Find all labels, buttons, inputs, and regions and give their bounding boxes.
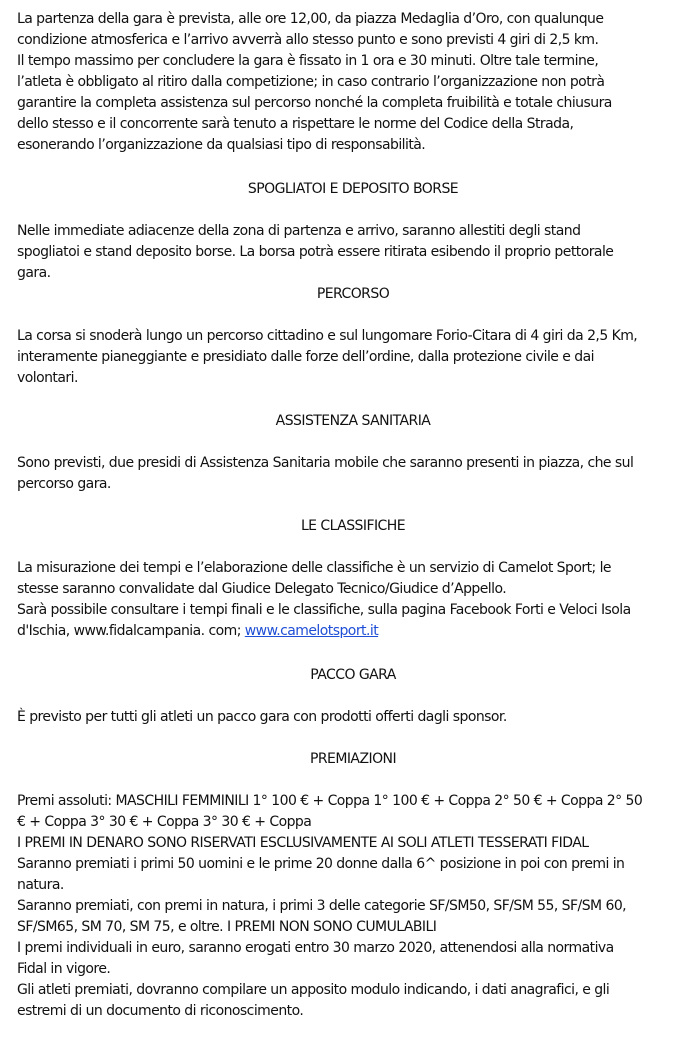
premiazioni-line: Saranno premiati i primi 50 uomini e le prime 20 donne dalla 6^ posizione in poi con premi in bbox=[17, 856, 625, 872]
partenza-line: dello stesso e il concorrente sarà tenuto a rispettare le norme del Codice della Strada, bbox=[17, 116, 574, 132]
assistenza-line: Sono previsti, due presidi di Assistenza Sanitaria mobile che saranno presenti in piazza, che sul bbox=[17, 455, 634, 471]
premiazioni-line: Saranno premiati, con premi in natura, i primi 3 delle categorie SF/SM50, SF/SM 55, SF/SM 60, bbox=[17, 898, 627, 914]
assistenza-line: percorso gara. bbox=[17, 476, 111, 492]
premiazioni-line: € + Coppa 3° 30 € + Coppa 3° 30 € + Coppa bbox=[17, 814, 312, 830]
section-heading-spogliatoi: SPOGLIATOI E DEPOSITO BORSE bbox=[247, 181, 459, 197]
spogliatoi-line: gara. bbox=[17, 265, 51, 281]
classifiche-line-prefix: d'Ischia, www.fidalcampania. com; bbox=[17, 623, 245, 639]
premiazioni-line: Premi assoluti: MASCHILI FEMMINILI 1° 100 € + Coppa 1° 100 € + Coppa 2° 50 € + Coppa 2° 50 bbox=[17, 793, 643, 809]
premiazioni-line: Fidal in vigore. bbox=[17, 961, 111, 977]
section-heading-percorso: PERCORSO bbox=[316, 286, 390, 302]
classifiche-line: stesse saranno convalidate dal Giudice Delegato Tecnico/Giudice d’Appello. bbox=[17, 581, 507, 597]
classifiche-line bbox=[17, 621, 378, 642]
partenza-line: La partenza della gara è prevista, alle ore 12,00, da piazza Medaglia d’Oro, con qualunque bbox=[17, 11, 604, 27]
partenza-line: Il tempo massimo per concludere la gara è fissato in 1 ora e 30 minuti. Oltre tale termine, bbox=[17, 53, 599, 69]
premiazioni-line: natura. bbox=[17, 877, 64, 893]
percorso-line: La corsa si snoderà lungo un percorso cittadino e sul lungomare Forio-Citara di 4 giri da 2,5 Km, bbox=[17, 328, 638, 344]
premiazioni-line: Gli atleti premiati, dovranno compilare un apposito modulo indicando, i dati anagrafici, e gli bbox=[17, 982, 610, 998]
section-heading-classifiche: LE CLASSIFICHE bbox=[300, 518, 406, 534]
premiazioni-line: I premi individuali in euro, saranno erogati entro 30 marzo 2020, attenendosi alla normativa bbox=[17, 940, 614, 956]
pacco-line: È previsto per tutti gli atleti un pacco gara con prodotti offerti dagli sponsor. bbox=[17, 709, 507, 725]
camelotsport-link[interactable]: www.camelotsport.it bbox=[244, 623, 379, 639]
partenza-line: l’atleta è obbligato al ritiro dalla competizione; in caso contrario l’organizzazione non potrà bbox=[17, 74, 605, 90]
section-heading-pacco: PACCO GARA bbox=[310, 667, 396, 683]
section-heading-premiazioni: PREMIAZIONI bbox=[309, 751, 397, 767]
premiazioni-line: estremi di un documento di riconoscimento. bbox=[17, 1003, 304, 1019]
section-heading-assistenza: ASSISTENZA SANITARIA bbox=[275, 413, 431, 429]
classifiche-line: La misurazione dei tempi e l’elaborazione delle classifiche è un servizio di Camelot Sport; le bbox=[17, 560, 611, 576]
classifiche-line: Sarà possibile consultare i tempi finali e le classifiche, sulla pagina Facebook Forti e Veloci Isola bbox=[17, 602, 631, 618]
partenza-line: esonerando l’organizzazione da qualsiasi tipo di responsabilità. bbox=[17, 137, 426, 153]
partenza-line: garantire la completa assistenza sul percorso nonché la completa fruibilità e totale chiusura bbox=[17, 95, 612, 111]
partenza-line: condizione atmosferica e l’arrivo avverrà allo stesso punto e sono previsti 4 giri di 2,5 km. bbox=[17, 32, 599, 48]
premiazioni-line: I PREMI IN DENARO SONO RISERVATI ESCLUSIVAMENTE AI SOLI ATLETI TESSERATI FIDAL bbox=[17, 835, 589, 851]
percorso-line: volontari. bbox=[17, 370, 78, 386]
spogliatoi-line: Nelle immediate adiacenze della zona di partenza e arrivo, saranno allestiti degli stand bbox=[17, 223, 581, 239]
percorso-line: interamente pianeggiante e presidiato dalle forze dell’ordine, dalla protezione civile e dai bbox=[17, 349, 594, 365]
spogliatoi-line: spogliatoi e stand deposito borse. La borsa potrà essere ritirata esibendo il proprio pettorale bbox=[17, 244, 614, 260]
premiazioni-line: SF/SM65, SM 70, SM 75, e oltre. I PREMI NON SONO CUMULABILI bbox=[17, 919, 437, 935]
